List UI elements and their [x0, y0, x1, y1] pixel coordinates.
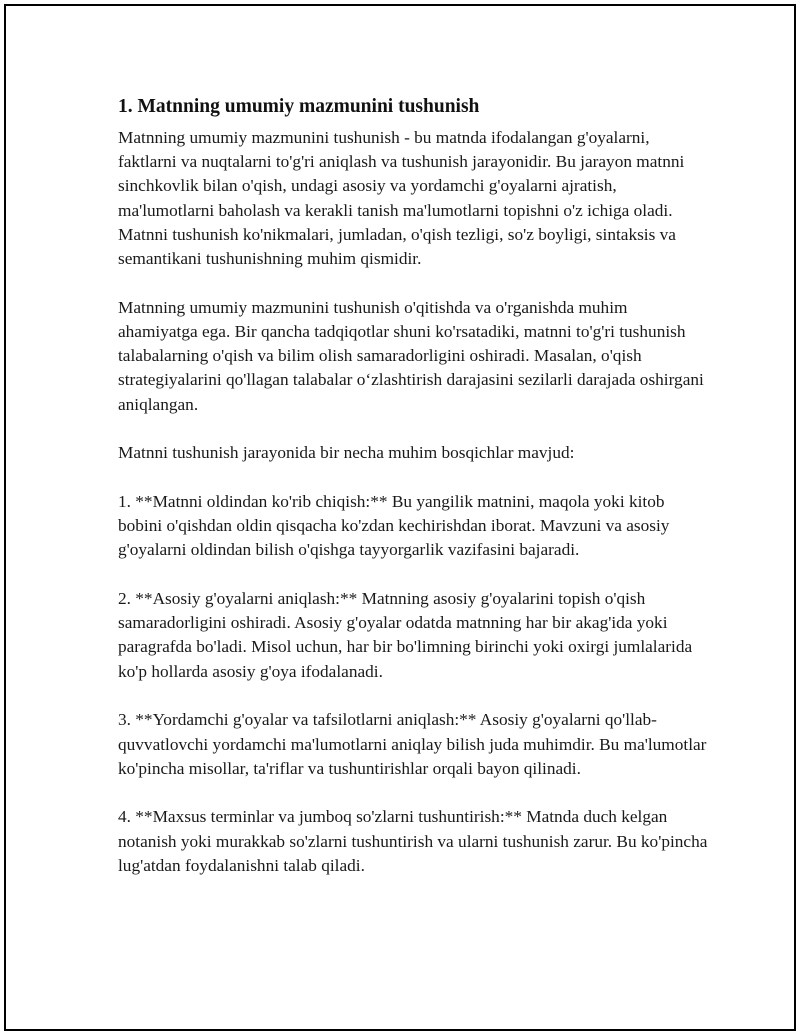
section-heading: 1. Matnning umumiy mazmunini tushunish	[118, 96, 480, 117]
paragraph-stage-2: 2. **Asosiy g'oyalarni aniqlash:** Matnning asosiy g'oyalarini topish o'qish samaradorligini oshiradi. Asosiy g'oyalar odatda matnning har bir akag'ida yoki paragrafda bo'ladi. Misol uchun, har bir bo'limning birinchi yoki oxirgi jumlalarida ko'p hollarda asosiy g'oya ifodalanadi.	[118, 589, 693, 681]
paragraph-stages-intro: Matnni tushunish jarayonida bir necha muhim bosqichlar mavjud:	[118, 443, 575, 463]
paragraph-stage-3: 3. **Yordamchi g'oyalar va tafsilotlarni aniqlash:** Asosiy g'oyalarni qo'llab-quvvatlovchi yordamchi ma'lumotlarni aniqlay bilish juda muhimdir. Bu ma'lumotlar ko'pincha misollar, ta'riflar va tushuntirishlar orqali bayon qilinadi.	[118, 710, 707, 778]
paragraph-importance: Matnning umumiy mazmunini tushunish o'qitishda va o'rganishda muhim ahamiyatga ega. Bir qancha tadqiqotlar shuni ko'rsatadiki, matnni to'g'ri tushunish talabalarning o'qish va bilim olish samaradorligini oshiradi. Masalan, o'qish strategiyalarini qo'llagan talabalar o‘zlashtirish darajasini sezilarli darajada oshirgani aniqlangan.	[118, 297, 704, 414]
document-body	[118, 94, 708, 903]
paragraph-stage-4: 4. **Maxsus terminlar va jumboq so'zlarni tushuntirish:** Matnda duch kelgan notanish yoki murakkab so'zlarni tushuntirish va ularni tushunish zarur. Bu ko'pincha lug'atdan foydalanishni talab qiladi.	[118, 807, 708, 875]
paragraph-stage-1: 1. **Matnni oldindan ko'rib chiqish:** Bu yangilik matnini, maqola yoki kitob bobini o'qishdan oldin qisqacha ko'zdan kechirishdan iborat. Mavzuni va asosiy g'oyalarni oldindan bilish o'qishga tayyorgarlik vazifasini bajaradi.	[118, 491, 670, 560]
paragraph-intro: Matnning umumiy mazmunini tushunish - bu matnda ifodalangan g'oyalarni, faktlarni va nuqtalarni to'g'ri aniqlash va tushunish jarayonidir. Bu jarayon matnni sinchkovlik bilan o'qish, undagi asosiy va yordamchi g'oyalarni ajratish, ma'lumotlarni baholash va kerakli tanish ma'lumotlarni topishni o'z ichiga oladi. Matnni tushunish ko'nikmalari, jumladan, o'qish tezligi, so'z boyligi, sintaksis va semantikani tushunishning muhim qismidir.	[118, 128, 685, 269]
